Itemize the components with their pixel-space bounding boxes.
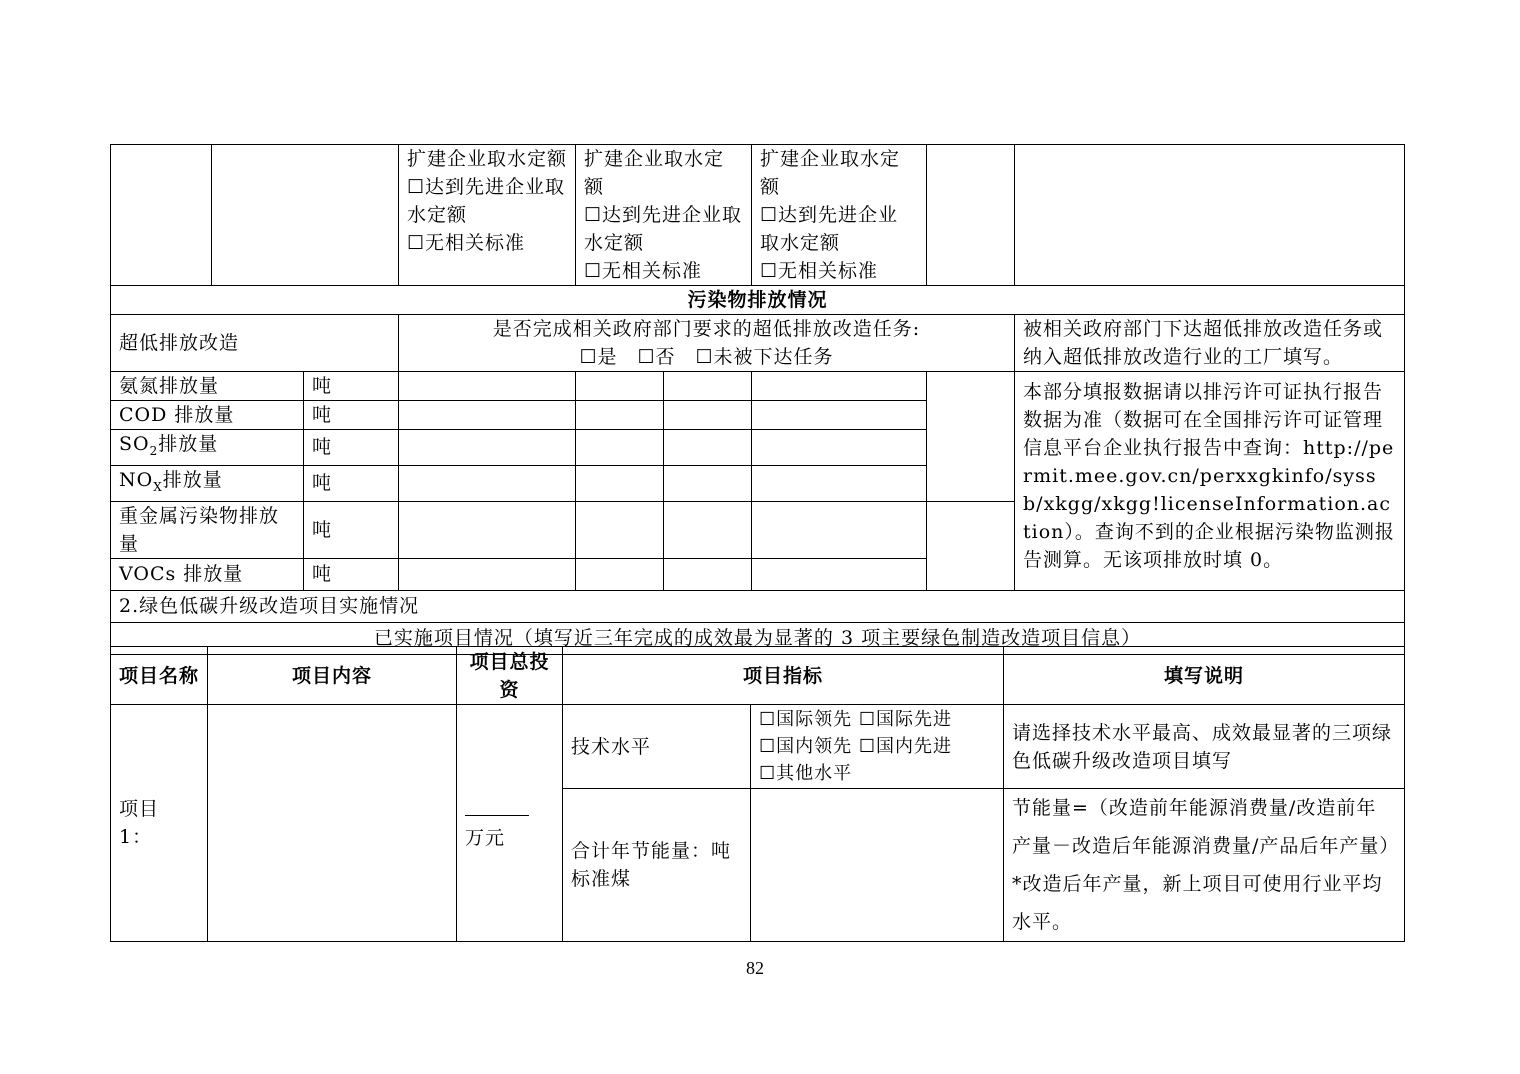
tech-level-note: 请选择技术水平最高、成效最显著的三项绿色低碳升级改造项目填写 [1004, 705, 1405, 789]
value-cell[interactable] [399, 558, 576, 590]
tech-level-options[interactable]: ☐国际领先 ☐国际先进 ☐国内领先 ☐国内先进 ☐其他水平 [751, 705, 1004, 789]
emission-unit: 吨 [304, 430, 399, 466]
value-cell[interactable] [399, 401, 576, 430]
value-cell[interactable] [752, 501, 927, 558]
water-quota-option: 扩建企业取水定额 ☐达到先进企业取水定额 ☐无相关标准 [752, 145, 927, 286]
emission-unit: 吨 [304, 465, 399, 501]
emissions-note: 本部分填报数据请以排污许可证执行报告数据为准（数据可在全国排污许可证管理信息平台企业执行报告中查询：http://permit.mee.gov.cn/perxxgkinfo/syssb/xkgg/xkgg!licenseInformation.action）。查询不到的企业根据污染物监测报告测算。无该项排放时填 0。 [1015, 372, 1405, 591]
ultra-low-note: 被相关政府部门下达超低排放改造任务或纳入超低排放改造行业的工厂填写。 [1015, 315, 1405, 372]
value-cell[interactable] [752, 558, 927, 590]
emission-unit: 吨 [304, 372, 399, 401]
value-cell[interactable] [399, 465, 576, 501]
investment-blank[interactable] [465, 795, 529, 816]
water-quota-row [111, 145, 1405, 286]
value-cell[interactable] [664, 430, 752, 466]
value-cell[interactable] [664, 558, 752, 590]
energy-label: 合计年节能量：吨标准煤 [563, 789, 751, 942]
emission-name: $NO_X$排放量 [111, 465, 304, 501]
energy-value-cell[interactable] [751, 789, 1004, 942]
emission-name: VOCs 排放量 [111, 558, 304, 590]
value-cell[interactable] [576, 372, 664, 401]
value-cell[interactable] [927, 372, 1015, 502]
value-cell[interactable] [664, 372, 752, 401]
emission-unit: 吨 [304, 558, 399, 590]
value-cell[interactable] [399, 501, 576, 558]
empty-cell [212, 145, 399, 286]
value-cell[interactable] [927, 501, 1015, 590]
empty-cell [1015, 145, 1405, 286]
value-cell[interactable] [664, 401, 752, 430]
emission-row [111, 372, 1405, 401]
water-quota-option: 扩建企业取水定额 ☐达到先进企业取水定额 ☐无相关标准 [576, 145, 752, 286]
project-header-row [111, 647, 1405, 705]
project-content-cell[interactable] [208, 705, 457, 942]
value-cell[interactable] [752, 372, 927, 401]
value-cell[interactable] [664, 465, 752, 501]
empty-cell [927, 145, 1015, 286]
section-title: 污染物排放情况 [111, 286, 1405, 315]
value-cell[interactable] [399, 430, 576, 466]
value-cell[interactable] [399, 372, 576, 401]
project-investment-cell[interactable] [457, 705, 563, 942]
value-cell[interactable] [576, 401, 664, 430]
value-cell[interactable] [576, 465, 664, 501]
page-number: 82 [746, 958, 764, 978]
section2-subtitle: 已实施项目情况（填写近三年完成的成效最为显著的 3 项主要绿色制造改造项目信息） [111, 622, 1405, 654]
header-project-content: 项目内容 [208, 647, 457, 705]
empty-cell [111, 145, 212, 286]
ultra-low-choices[interactable]: ☐是 ☐否 ☐未被下达任务 [579, 346, 834, 368]
section2-title: 2.绿色低碳升级改造项目实施情况 [111, 590, 1405, 622]
ultra-low-question: 是否完成相关政府部门要求的超低排放改造任务: [492, 318, 921, 340]
value-cell[interactable] [752, 430, 927, 466]
emission-name: 氨氮排放量 [111, 372, 304, 401]
ultra-low-row [111, 315, 1405, 372]
ultra-low-label: 超低排放改造 [111, 315, 399, 372]
emission-name: $SO_2$排放量 [111, 430, 304, 466]
project-label: 项目 1： [111, 705, 208, 942]
project-tech-row [111, 705, 1405, 789]
value-cell[interactable] [752, 465, 927, 501]
project-table [110, 646, 1405, 942]
value-cell[interactable] [576, 558, 664, 590]
value-cell[interactable] [576, 501, 664, 558]
tech-level-label: 技术水平 [563, 705, 751, 789]
value-cell[interactable] [576, 430, 664, 466]
water-quota-option: 扩建企业取水定额 ☐达到先进企业取水定额 ☐无相关标准 [399, 145, 576, 286]
pollutant-table [110, 144, 1405, 655]
header-project-investment: 项目总投资 [457, 647, 563, 705]
emission-unit: 吨 [304, 501, 399, 558]
value-cell[interactable] [664, 501, 752, 558]
value-cell[interactable] [752, 401, 927, 430]
header-fill-instructions: 填写说明 [1004, 647, 1405, 705]
emission-name: COD 排放量 [111, 401, 304, 430]
header-project-name: 项目名称 [111, 647, 208, 705]
header-project-indicator: 项目指标 [563, 647, 1004, 705]
emission-unit: 吨 [304, 401, 399, 430]
energy-note: 节能量=（改造前年能源消费量/改造前年产量－改造后年能源消费量/产品后年产量）*改造后年产量，新上项目可使用行业平均水平。 [1004, 789, 1405, 942]
ultra-low-question-cell [399, 315, 1015, 372]
investment-unit: 万元 [465, 826, 506, 849]
emission-name: 重金属污染物排放量 [111, 501, 304, 558]
